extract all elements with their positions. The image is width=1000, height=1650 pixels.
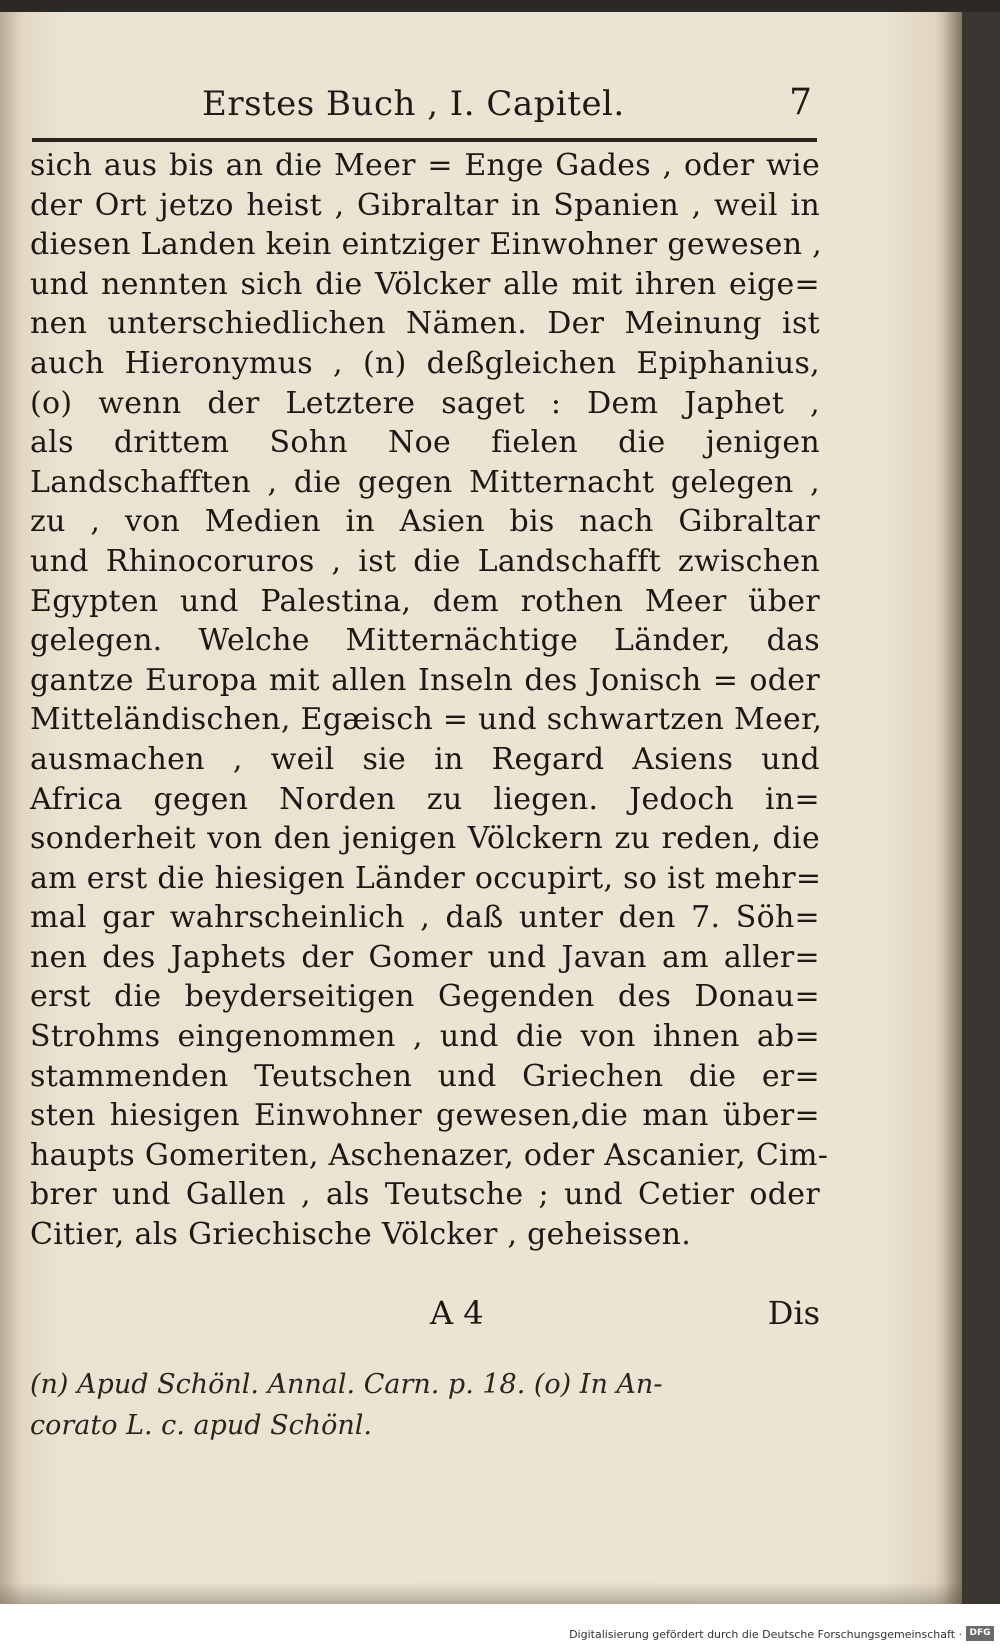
text-line: gantze Europa mit allen Inseln des Jonisch = oder: [30, 662, 820, 698]
page-gutter-shadow: [944, 12, 962, 1604]
footnote-line: (n) Apud Schönl. Annal. Carn. p. 18. (o) In An-: [30, 1369, 663, 1400]
signature-mark: A 4: [430, 1294, 484, 1332]
text-line: mal gar wahrscheinlich , daß unter den 7. Söh=: [30, 900, 820, 936]
text-line: haupts Gomeriten, Aschenazer, oder Ascanier, Cim-: [30, 1137, 829, 1173]
text-line: Landschafften , die gegen Mitternacht gelegen ,: [30, 464, 820, 500]
text-line: und nennten sich die Völcker alle mit ihren eige=: [30, 266, 820, 302]
page-number: 7: [789, 82, 812, 123]
text-line: sonderheit von den jenigen Völckern zu reden, die: [30, 821, 820, 857]
text-line: gelegen. Welche Mitternächtige Länder, das: [30, 623, 820, 659]
text-line: auch Hieronymus , (n) deßgleichen Epiphanius,: [30, 345, 820, 381]
signature-line: [30, 1294, 820, 1338]
dfg-credit-text: Digitalisierung gefördert durch die Deutsche Forschungsgemeinschaft ·: [569, 1628, 962, 1641]
text-line: stammenden Teutschen und Griechen die er=: [30, 1058, 820, 1094]
text-line: sich aus bis an die Meer = Enge Gades , oder wie: [30, 148, 820, 183]
running-header: [32, 80, 812, 132]
text-line: am erst die hiesigen Länder occupirt, so ist mehr=: [30, 860, 822, 896]
text-line: nen unterschiedlichen Nämen. Der Meinung ist: [30, 306, 820, 342]
text-line: Strohms eingenommen , und die von ihnen ab=: [30, 1019, 820, 1055]
text-line: zu , von Medien in Asien bis nach Gibraltar: [30, 504, 820, 540]
text-line: ausmachen , weil sie in Regard Asiens und: [30, 741, 820, 777]
scan-background-top: [0, 0, 1000, 12]
header-rule: [32, 138, 817, 142]
dfg-logo-icon: DFG: [966, 1626, 994, 1641]
text-line: und Rhinocoruros , ist die Landschafft zwischen: [30, 543, 820, 579]
text-line-last: Citier, als Griechische Völcker , geheissen.: [30, 1217, 692, 1253]
page-bottom-edge: [0, 1582, 962, 1604]
footnote-line: corato L. c. apud Schönl.: [30, 1410, 372, 1441]
text-line: sten hiesigen Einwohner gewesen,die man über=: [30, 1098, 820, 1134]
running-head-title: Erstes Buch , I. Capitel.: [202, 84, 625, 124]
footnotes: [30, 1364, 820, 1446]
text-line: Africa gegen Norden zu liegen. Jedoch in=: [30, 781, 820, 817]
catchword: Dis: [767, 1294, 820, 1332]
text-line: brer und Gallen , als Teutsche ; und Cetier oder: [30, 1177, 820, 1213]
body-text: [30, 146, 829, 1255]
digitization-footer: [0, 1604, 1000, 1650]
text-line: erst die beyderseitigen Gegenden des Donau=: [30, 979, 820, 1015]
text-line: (o) wenn der Letztere saget : Dem Japhet ,: [30, 385, 820, 421]
text-line: diesen Landen kein eintziger Einwohner gewesen ,: [30, 227, 823, 263]
book-page: [0, 12, 962, 1604]
text-line: der Ort jetzo heist , Gibraltar in Spanien , weil in: [30, 187, 820, 223]
text-line: Egypten und Palestina, dem rothen Meer über: [30, 583, 820, 619]
text-line: als drittem Sohn Noe fielen die jenigen: [30, 425, 820, 461]
text-line: nen des Japhets der Gomer und Javan am aller=: [30, 939, 820, 975]
text-line: Mitteländischen, Egæisch = und schwartzen Meer,: [30, 702, 823, 738]
